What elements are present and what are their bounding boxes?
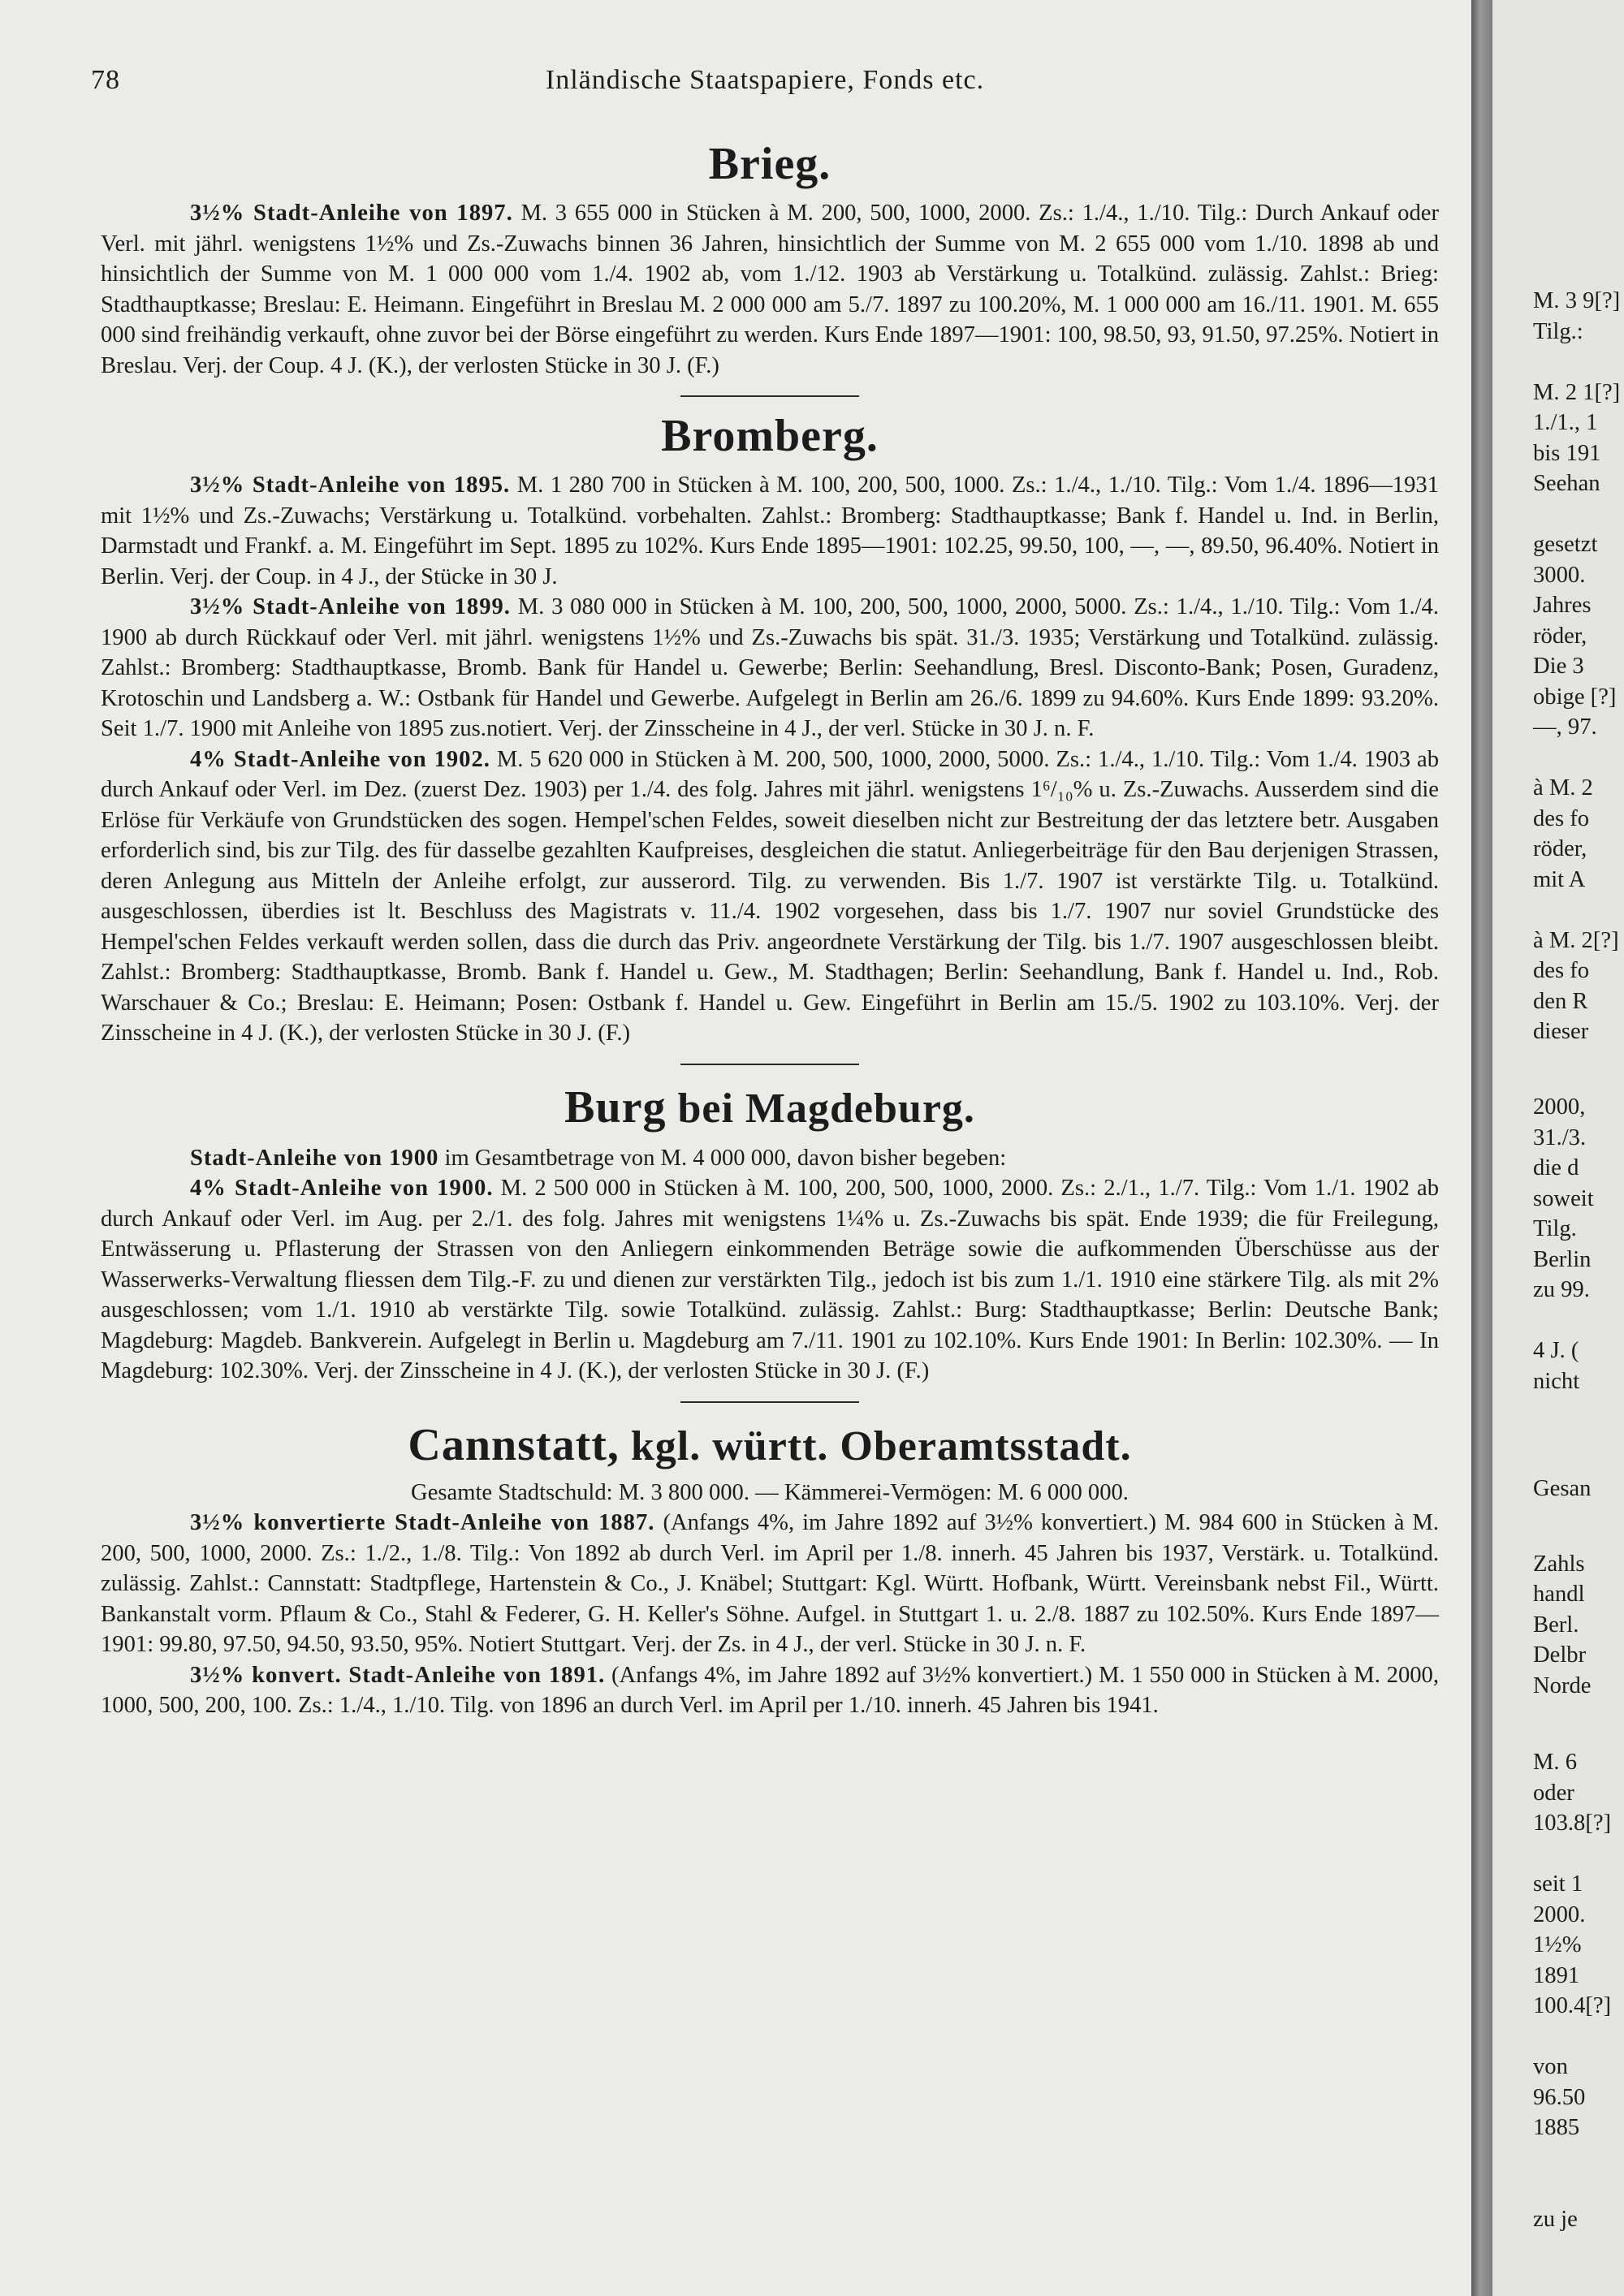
adjacent-text-fragment: Tilg. — [1533, 1216, 1577, 1241]
adjacent-text-fragment: 1891 — [1533, 1963, 1580, 1988]
bond-entry — [101, 470, 1439, 592]
running-title: Inländische Staatspapiere, Fonds etc. — [545, 65, 985, 95]
adjacent-text-fragment: 1½% — [1533, 1932, 1582, 1957]
section-separator — [680, 1401, 859, 1403]
adjacent-text-fragment: 31./3. — [1533, 1125, 1587, 1150]
adjacent-text-fragment: die d — [1533, 1155, 1579, 1180]
bond-entry — [101, 1660, 1439, 1721]
adjacent-text-fragment: nicht — [1533, 1369, 1580, 1394]
page-content — [101, 136, 1439, 1721]
adjacent-text-fragment: M. 3 9[?] — [1533, 288, 1621, 313]
adjacent-text-fragment: des fo — [1533, 958, 1590, 983]
adjacent-text-fragment: Berl. — [1533, 1612, 1579, 1638]
adjacent-text-fragment: Jahres — [1533, 593, 1592, 618]
bond-label: Stadt-Anleihe von 1900 — [190, 1145, 439, 1171]
city-name-suffix: bei Magdeburg. — [666, 1085, 975, 1132]
city-heading-bromberg — [101, 408, 1439, 464]
bond-entry — [101, 744, 1439, 1049]
bond-text: M. 3 080 000 in Stücken à M. 100, 200, 500, 1000, 2000, 5000. Zs.: 1./4., 1./10. Tilg.: Vom 1./4. 1900 ab durch Rückkauf oder Verl. mit jährl. wenigstens 1½% und Zs.-Zuwachs bis spät. 31./3. 1935; Verstärkung und Totalkünd. zulässig. Zahlst.: Bromberg: Stadthauptkasse, Bromb. Bank für Handel u. Gewerbe; Berlin: Seehandlung, Bresl. Disconto-Bank; Posen, Guradenz, Krotoschin und Landsberg a. W.: Ostbank für Handel und Gewerbe. Aufgelegt in Berlin am 26./6. 1899 zu 94.60%. Kurs Ende 1899: 93.20%. Seit 1./7. 1900 mit Anleihe von 1895 zus.notiert. Verj. der Zinsscheine in 4 J., der verl. Stücke in 30 J. n. F. — [101, 594, 1439, 741]
adjacent-text-fragment: röder, — [1533, 624, 1587, 649]
bond-entry — [101, 1508, 1439, 1660]
city-debt-summary: Gesamte Stadtschuld: M. 3 800 000. — Kämmerei-Vermögen: M. 6 000 000. — [411, 1479, 1129, 1505]
bond-entry — [101, 1143, 1439, 1174]
adjacent-text-fragment: —, 97. — [1533, 714, 1597, 740]
bond-text: M. 1 280 700 in Stücken à M. 100, 200, 500, 1000. Zs.: 1./4., 1./10. Tilg.: Vom 1./4. 1896—1931 mit 1½% und Zs.-Zuwachs; Verstärkung u. Totalkünd. vorbehalten. Zahlst.: Bromberg: Stadthauptkasse; Bank f. Handel u. Ind. in Berlin, Darmstadt und Frankf. a. M. Eingeführt im Sept. 1895 zu 102%. Kurs Ende 1895—1901: 102.25, 99.50, 100, —, —, 89.50, 96.40%. Notiert in Berlin. Verj. der Coup. in 4 J., der Stücke in 30 J. — [101, 473, 1439, 589]
city-name-suffix: kgl. württ. Oberamtsstadt. — [619, 1422, 1132, 1470]
city-name: Burg — [564, 1081, 667, 1133]
bond-entry — [101, 592, 1439, 744]
adjacent-text-fragment: bis 191 — [1533, 441, 1601, 466]
adjacent-text-fragment: zu 99. — [1533, 1277, 1590, 1302]
adjacent-text-fragment: M. 2 1[?] — [1533, 380, 1621, 405]
adjacent-text-fragment: 100.4[?] — [1533, 1993, 1612, 2018]
city-name: Cannstatt, — [408, 1419, 620, 1470]
adjacent-text-fragment: 103.8[?] — [1533, 1810, 1612, 1836]
city-heading-brieg — [101, 136, 1439, 192]
adjacent-text-fragment: zu je — [1533, 2207, 1578, 2232]
adjacent-text-fragment: Delbr — [1533, 1642, 1587, 1668]
bond-label: 3½% Stadt-Anleihe von 1895. — [190, 473, 511, 498]
adjacent-text-fragment: 3000. — [1533, 563, 1586, 588]
adjacent-page-edge — [1492, 0, 1624, 2296]
city-heading-cannstatt — [101, 1418, 1439, 1474]
adjacent-text-fragment: 4 J. ( — [1533, 1338, 1579, 1363]
adjacent-text-fragment: Die 3 — [1533, 654, 1584, 679]
bond-text: (Anfangs 4%, im Jahre 1892 auf 3½% konvertiert.) M. 984 600 in Stücken à M. 200, 500, 1000, 2000. Zs.: 1./2., 1./8. Tilg.: Von 1892 ab durch Verl. im April per 1./8. innerh. 45 Jahren bis 1937, Verstärk. u. Totalkünd. zulässig. Zahlst.: Cannstatt: Stadtpflege, Hartenstein & Co., J. Knäbel; Stuttgart: Kgl. Württ. Hofbank, Württ. Vereinsbank nebst Fil., Württ. Bankanstalt vorm. Pflaum & Co., Stahl & Federer, G. H. Keller's Söhne. Aufgel. in Stuttgart 1. u. 2./8. 1887 zu 102.50%. Kurs Ende 1897—1901: 99.80, 97.50, 94.50, 93.50, 95%. Notiert Stuttgart. Verj. der Zs. in 4 J., der verl. Stücke in 30 J. n. F. — [101, 1510, 1440, 1657]
city-heading-burg — [101, 1080, 1439, 1137]
adjacent-text-fragment: Berlin — [1533, 1247, 1592, 1272]
bond-text: im Gesamtbetrage von M. 4 000 000, davon bisher begeben: — [444, 1145, 1007, 1171]
adjacent-text-fragment: oder — [1533, 1780, 1574, 1806]
section-separator — [680, 1064, 859, 1065]
adjacent-text-fragment: obige [?] — [1533, 684, 1617, 710]
bond-text: M. 2 500 000 in Stücken à M. 100, 200, 500, 1000, 2000. Zs.: 2./1., 1./7. Tilg.: Vom 1./1. 1902 ab durch Ankauf oder Verl. im Aug. per 2./1. des folg. Jahres mit wenigstens 1¼% u. Zs.-Zuwachs bis spät. Ende 1939; die für Freilegung, Entwässerung u. Pflasterung der Strassen von den Anliegern einkommenden Beträge sowie die aufkommenden Überschüsse aus der Wasserwerks-Verwaltung fliessen dem Tilg.-F. zu und dienen zur verstärkten Tilg., jedoch ist bis zum 1./1. 1910 eine stärkere Tilg. als mit 2% ausgeschlossen; vom 1./1. 1910 ab verstärkte Tilg. sowie Totalkünd. zulässig. Zahlst.: Burg: Stadthauptkasse; Berlin: Deutsche Bank; Magdeburg: Magdeb. Bankverein. Aufgelegt in Berlin u. Magdeburg am 7./11. 1901 zu 102.10%. Kurs Ende 1901: In Berlin: 102.30%. — In Magdeburg: 102.30%. Verj. der Zinsscheine in 4 J. (K.), der verlosten Stücke in 30 J. (F.) — [101, 1176, 1440, 1383]
bond-text: M. 5 620 000 in Stücken à M. 200, 500, 1000, 2000, 5000. Zs.: 1./4., 1./10. Tilg.: Vom 1./4. 1903 ab durch Ankauf oder Verl. im Dez. (zuerst Dez. 1903) per 1./4. des folg. Jahres mit jährl. wenigstens 1⁶/₁₀% u. Zs.-Zuwachs. Ausserdem sind die Erlöse für Verkäufe von Grundstücken des sogen. Hempel'schen Feldes, soweit dieselben nicht zur Bestreitung der das letztere betr. Ausgaben erforderlich sind, bis zur Tilg. des für dasselbe gezahlten Kaufpreises, desgleichen die statut. Anliegerbeiträge für den Bau derjenigen Strassen, deren Anlegung aus Mitteln der Anleihe erfolgt, zur ausserord. Tilg. zu verwenden. Bis 1./7. 1907 ist verstärkte Tilg. u. Totalkünd. ausgeschlossen, überdies ist lt. Beschluss des Magistrats v. 11./4. 1902 vorgesehen, dass bis 1./7. 1907 nur soviel Grundstücke des Hempel'schen Feldes verkauft werden sollen, dass die durch das Priv. angeordnete Verstärkung der Tilg. bis 1./7. 1907 ausgeschlossen bleibt. Zahlst.: Bromberg: Stadthauptkasse, Bromb. Bank f. Handel u. Gew., M. Stadthagen; Berlin: Seehandlung, Bank f. Handel u. Ind., Rob. Warschauer & Co.; Breslau: E. Heimann; Posen: Ostbank f. Handel u. Gew. Eingeführt in Berlin am 15./5. 1902 zu 103.10%. Verj. der Zinsscheine in 4 J. (K.), der verlosten Stücke in 30 J. (F.) — [101, 746, 1439, 1046]
bond-label: 3½% Stadt-Anleihe von 1897. — [190, 201, 513, 226]
adjacent-text-fragment: 1885 — [1533, 2115, 1580, 2140]
bond-label: 4% Stadt-Anleihe von 1900. — [190, 1176, 494, 1201]
bond-label: 4% Stadt-Anleihe von 1902. — [190, 746, 490, 772]
book-gutter — [1471, 0, 1492, 2296]
adjacent-text-fragment: Zahls — [1533, 1552, 1585, 1577]
bond-text: M. 3 655 000 in Stücken à M. 200, 500, 1000, 2000. Zs.: 1./4., 1./10. Tilg.: Durch Ankauf oder Verl. mit jährl. wenigstens 1½% und Zs.-Zuwachs binnen 36 Jahren, hinsichtlich der Summe von M. 2 655 000 vom 1./10. 1898 ab und hinsichtlich der Summe von M. 1 000 000 vom 1./4. 1902 ab, vom 1./12. 1903 ab Verstärkung u. Totalkünd. zulässig. Zahlst.: Brieg: Stadthauptkasse; Breslau: E. Heimann. Eingeführt in Breslau M. 2 000 000 am 5./7. 1897 zu 100.20%, M. 1 000 000 am 16./11. 1901. M. 655 000 sind freihändig verkauft, ohne zuvor bei der Börse eingeführt zu werden. Kurs Ende 1897—1901: 100, 98.50, 93, 91.50, 97.25%. Notiert in Breslau. Verj. der Coup. 4 J. (K.), der verlosten Stücke in 30 J. (F.) — [101, 201, 1439, 378]
adjacent-text-fragment: des fo — [1533, 806, 1590, 831]
bond-label: 3½% Stadt-Anleihe von 1899. — [190, 594, 511, 619]
adjacent-text-fragment: Norde — [1533, 1673, 1592, 1698]
adjacent-text-fragment: mit A — [1533, 867, 1586, 892]
adjacent-text-fragment: Tilg.: — [1533, 319, 1583, 344]
adjacent-text-fragment: Gesan — [1533, 1476, 1592, 1501]
adjacent-text-fragment: 1./1., 1 — [1533, 410, 1598, 435]
adjacent-text-fragment: soweit — [1533, 1186, 1594, 1211]
adjacent-text-fragment: seit 1 — [1533, 1871, 1583, 1897]
section-separator — [680, 395, 859, 397]
adjacent-text-fragment: Seehan — [1533, 471, 1600, 496]
page-number: 78 — [91, 65, 120, 95]
page-header — [91, 65, 1439, 106]
bond-label: 3½% konvert. Stadt-Anleihe von 1891. — [190, 1662, 606, 1688]
adjacent-text-fragment: handl — [1533, 1582, 1585, 1607]
bond-text: (Anfangs 4%, im Jahre 1892 auf 3½% konvertiert.) M. 1 550 000 in Stücken à M. 2000, 1000, 500, 200, 100. Zs.: 1./4., 1./10. Tilg. von 1896 an durch Verl. im April per 1./10. innerh. 45 Jahren bis 1941. — [101, 1662, 1440, 1718]
city-name: Bromberg. — [661, 411, 879, 461]
adjacent-text-fragment: dieser — [1533, 1019, 1589, 1044]
adjacent-text-fragment: 96.50 — [1533, 2085, 1586, 2110]
adjacent-text-fragment: röder, — [1533, 836, 1587, 861]
bond-entry — [101, 198, 1439, 381]
bond-label: 3½% konvertierte Stadt-Anleihe von 1887. — [190, 1510, 655, 1535]
city-name: Brieg. — [708, 139, 831, 189]
adjacent-text-fragment: à M. 2 — [1533, 775, 1593, 801]
adjacent-text-fragment: 2000. — [1533, 1902, 1586, 1927]
adjacent-text-fragment: gesetzt — [1533, 532, 1598, 557]
adjacent-text-fragment: M. 6 — [1533, 1750, 1578, 1775]
bond-entry — [101, 1173, 1439, 1387]
adjacent-text-fragment: 2000, — [1533, 1094, 1586, 1120]
adjacent-text-fragment: à M. 2[?] — [1533, 928, 1619, 953]
adjacent-text-fragment: den R — [1533, 989, 1588, 1014]
adjacent-text-fragment: von — [1533, 2054, 1568, 2079]
